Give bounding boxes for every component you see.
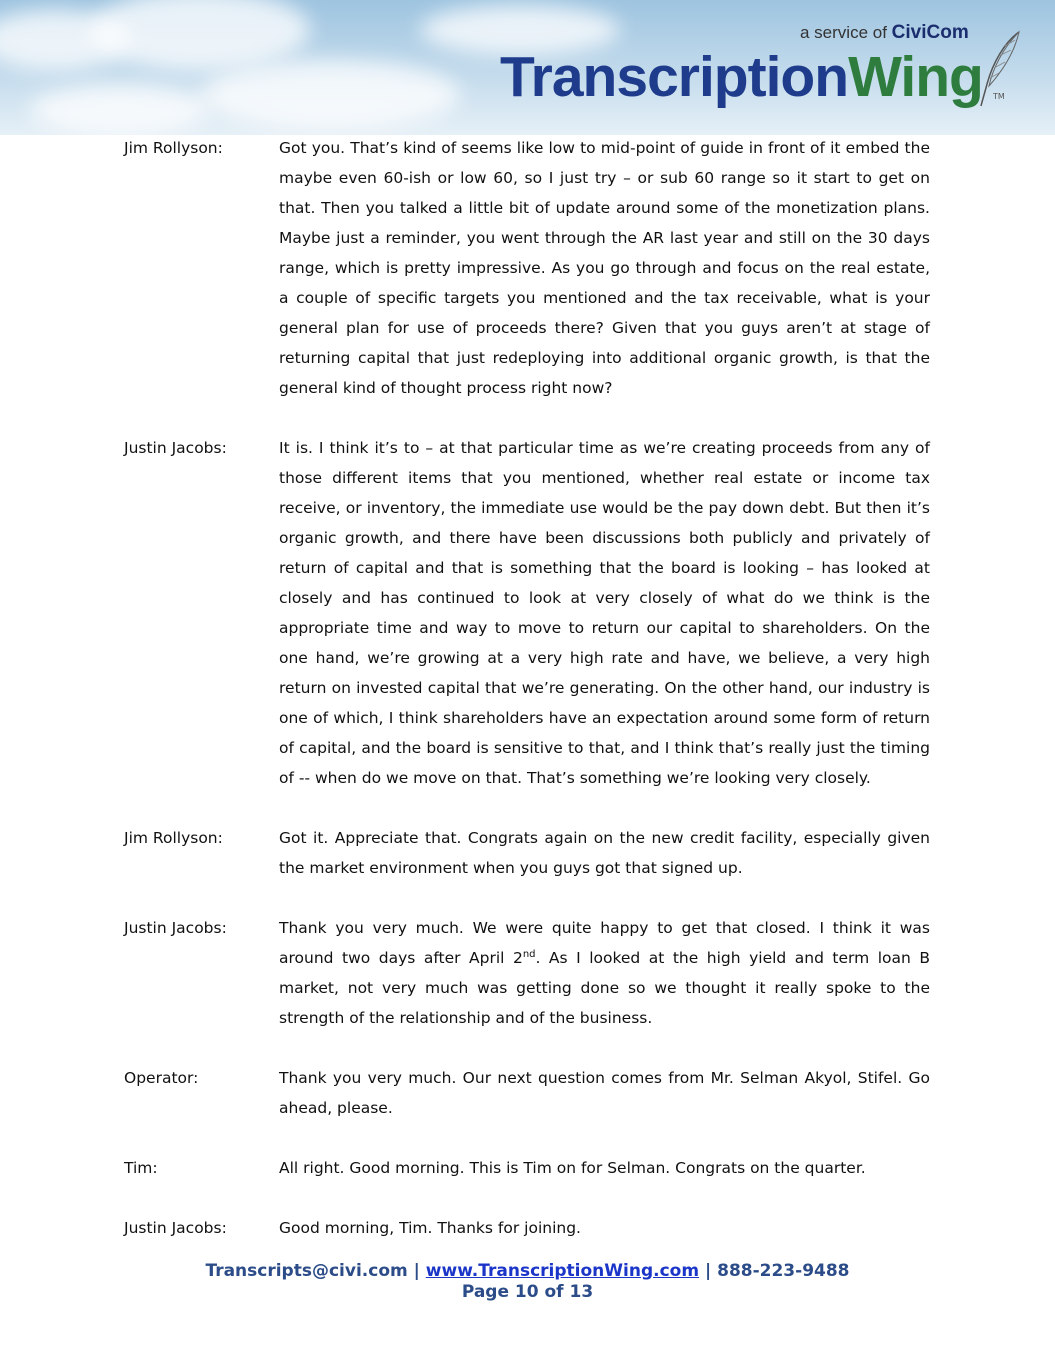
footer-email: Transcripts@civi.com xyxy=(205,1261,408,1281)
speaker-name: Tim: xyxy=(124,1159,158,1177)
ordinal-superscript: nd xyxy=(522,948,536,960)
speech-text: Got it. Appreciate that. Congrats again on the new credit facility, especially given the market environment when you guys got that signed up. xyxy=(279,829,930,877)
footer-phone: 888-223-9488 xyxy=(717,1261,850,1281)
page-footer xyxy=(0,1261,1055,1303)
speech-text: It is. I think it’s to – at that particular time as we’re creating proceeds from any of those different items that you mentioned, whether real estate or income tax receive, or inventory, the immediate use would be the pay down debt. But then it’s organic growth, and there have been discussions both publicly and privately of return of capital and that is something that the board is looking – has looked at closely and has continued to look at very closely of what do we think is the appropriate time and way to move to return our capital to shareholders. On the one hand, we’re growing at a very high rate and have, we believe, a very high return on invested capital that we’re generating. On the other hand, our industry is one of which, I think shareholders have an expectation around some form of return of capital, and the board is sensitive to that, and I think that’s really just the timing of -- when do we move on that. That’s something we’re looking very closely. xyxy=(279,439,930,787)
service-tagline xyxy=(800,22,969,44)
speaker-name: Jim Rollyson: xyxy=(124,139,223,157)
speaker-name: Jim Rollyson: xyxy=(124,829,223,847)
footer-website-link[interactable]: www.TranscriptionWing.com xyxy=(425,1261,700,1281)
speech-text xyxy=(279,913,930,1033)
cloud-decoration xyxy=(90,0,310,70)
tagline-prefix: a service of xyxy=(800,23,887,42)
speaker-name: Justin Jacobs: xyxy=(124,439,227,457)
civicom-brand: CiviCom xyxy=(891,22,969,43)
footer-separator: | xyxy=(704,1261,712,1281)
footer-separator: | xyxy=(413,1261,420,1281)
speaker-name: Justin Jacobs: xyxy=(124,919,227,937)
speaker-name: Operator: xyxy=(124,1069,199,1087)
header-banner xyxy=(0,0,1055,135)
trademark-mark: TM xyxy=(993,92,1005,101)
speaker-name: Justin Jacobs: xyxy=(124,1219,227,1237)
page-number: Page 10 of 13 xyxy=(461,1282,594,1302)
cloud-decoration xyxy=(30,85,210,135)
logo-part-wing: Wing xyxy=(848,45,983,109)
speech-text: Got you. That’s kind of seems like low to mid-point of guide in front of it embed the maybe even 60-ish or low 60, so I just try – or sub 60 range so it start to get on that. Then you talked a little bit of update around some of the monetization plans. Maybe just a reminder, you went through the AR last year and still on the 30 days range, which is pretty impressive. As you go through and focus on the real estate, a couple of specific targets you mentioned and the tax receivable, what is your general plan for use of proceeds there? Given that you guys aren’t at stage of returning capital that just redeploying into additional organic growth, is that the general kind of thought process right now? xyxy=(279,139,930,397)
speech-text: Thank you very much. Our next question comes from Mr. Selman Akyol, Stifel. Go ahead, please. xyxy=(279,1069,930,1117)
speech-text: Good morning, Tim. Thanks for joining. xyxy=(279,1219,581,1237)
transcriptionwing-logo xyxy=(500,44,983,110)
logo-part-transcription: Transcription xyxy=(500,45,849,109)
speech-text-part: Thank you very much. We were quite happy to get that closed. I think it was around two days after April 2 xyxy=(279,919,930,967)
speech-text: All right. Good morning. This is Tim on for Selman. Congrats on the quarter. xyxy=(279,1159,866,1177)
speech-text-part: . As I looked at the high yield and term loan B market, not very much was getting done so we thought it really spoke to the strength of the relationship and of the business. xyxy=(279,949,930,1027)
contact-line xyxy=(0,1261,1055,1282)
cloud-decoration xyxy=(200,60,460,130)
